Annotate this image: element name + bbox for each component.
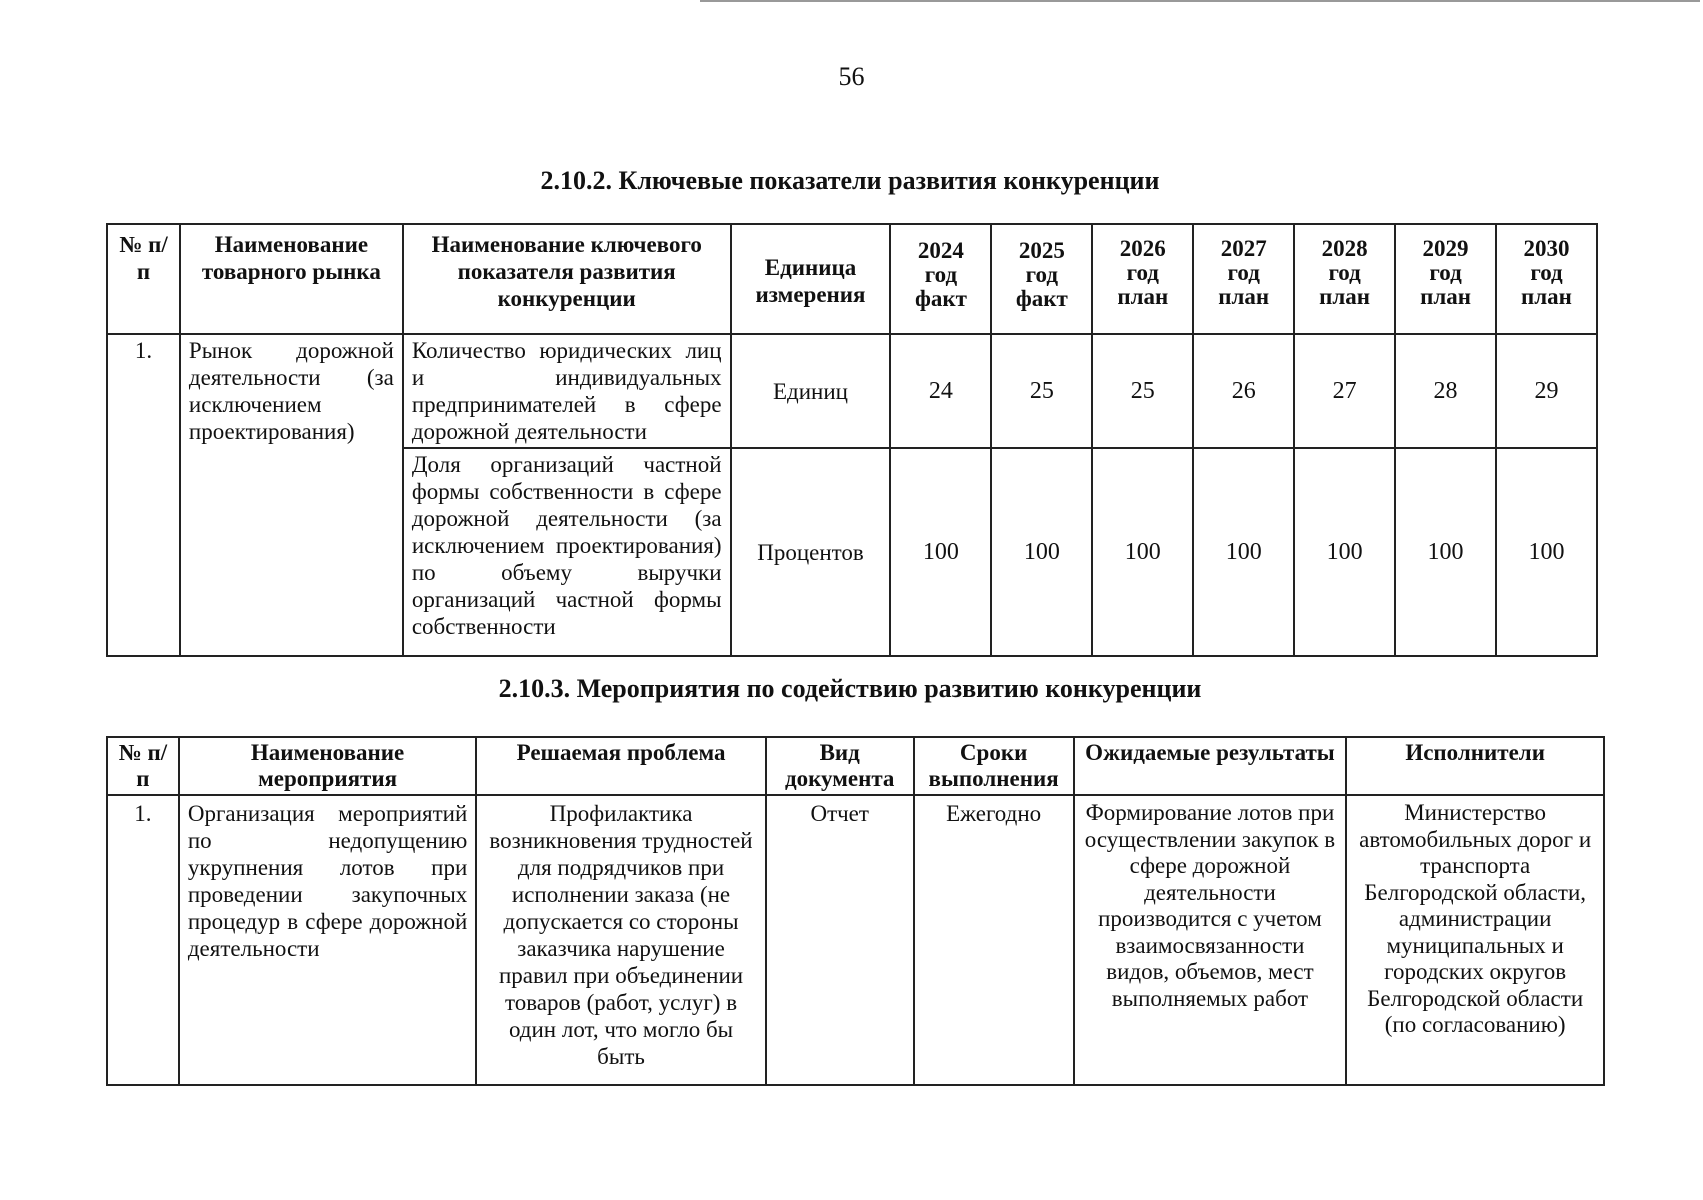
value-2030: 29 (1496, 334, 1597, 448)
row-number: 1. (107, 795, 179, 1085)
event-name: Организация мероприятий по недопущению укрупнения лотов при проведении закупочных процедур в сфере дорожной деятельности (179, 795, 476, 1085)
header-indicator: Наименование ключевого показателя развития конкуренции (403, 224, 731, 334)
measures-table (106, 736, 1605, 1086)
table-header-row (107, 224, 1597, 334)
scan-edge-line (700, 0, 1700, 2)
value-2024: 24 (890, 334, 991, 448)
indicator-unit: Процентов (731, 448, 891, 656)
header-problem: Решаемая проблема (476, 737, 765, 795)
value-2028: 100 (1294, 448, 1395, 656)
value-2025: 25 (991, 334, 1092, 448)
value-2029: 100 (1395, 448, 1496, 656)
executors: Министерство автомобильных дорог и транспорта Белгородской области, администрации муниципальных и городских округов Белгородской области (по согласованию) (1346, 795, 1604, 1085)
page-number: 56 (838, 62, 865, 91)
header-num: № п/п (107, 737, 179, 795)
document-type: Отчет (766, 795, 914, 1085)
header-doc: Вид документа (766, 737, 914, 795)
value-2027: 100 (1193, 448, 1294, 656)
value-2028: 27 (1294, 334, 1395, 448)
section-title-measures: 2.10.3. Мероприятия по содействию развитию конкуренции (498, 674, 1202, 703)
header-market: Наименование товарного рынка (180, 224, 403, 334)
header-unit: Единица измерения (731, 224, 891, 334)
indicator-name: Количество юридических лиц и индивидуальных предпринимателей в сфере дорожной деятельности (403, 334, 731, 448)
indicator-name: Доля организаций частной формы собственности в сфере дорожной деятельности (за исключением проектирования) по объему выручки организаций частной формы собственности (403, 448, 731, 656)
key-indicators-table (106, 223, 1598, 657)
header-year-2026: 2026 год план (1092, 224, 1193, 334)
header-year-2029: 2029 год план (1395, 224, 1496, 334)
header-year-2030: 2030 год план (1496, 224, 1597, 334)
value-2030: 100 (1496, 448, 1597, 656)
header-year-2025: 2025 год факт (991, 224, 1092, 334)
header-num: № п/п (107, 224, 180, 334)
value-2026: 25 (1092, 334, 1193, 448)
header-year-2027: 2027 год план (1193, 224, 1294, 334)
value-2027: 26 (1193, 334, 1294, 448)
header-result: Ожидаемые результаты (1074, 737, 1347, 795)
value-2025: 100 (991, 448, 1092, 656)
section-title-key-indicators: 2.10.2. Ключевые показатели развития конкуренции (540, 166, 1160, 195)
value-2024: 100 (890, 448, 991, 656)
deadline: Ежегодно (914, 795, 1074, 1085)
value-2029: 28 (1395, 334, 1496, 448)
indicator-unit: Единиц (731, 334, 891, 448)
header-term: Сроки выполнения (914, 737, 1074, 795)
value-2026: 100 (1092, 448, 1193, 656)
table-row (107, 334, 1597, 448)
market-name: Рынок дорожной деятельности (за исключением проектирования) (180, 334, 403, 656)
header-year-2028: 2028 год план (1294, 224, 1395, 334)
table-row (107, 795, 1604, 1085)
header-event: Наименование мероприятия (179, 737, 476, 795)
header-exec: Исполнители (1346, 737, 1604, 795)
problem-text: Профилактика возникновения трудностей для подрядчиков при исполнении заказа (не допускается со стороны заказчика нарушение правил при объединении товаров (работ, услуг) в один лот, что могло бы быть (476, 795, 765, 1085)
row-number: 1. (107, 334, 180, 656)
expected-results: Формирование лотов при осуществлении закупок в сфере дорожной деятельности производится с учетом взаимосвязанности видов, объемов, мест выполняемых работ (1074, 795, 1347, 1085)
header-year-2024: 2024 год факт (890, 224, 991, 334)
table-header-row (107, 737, 1604, 795)
